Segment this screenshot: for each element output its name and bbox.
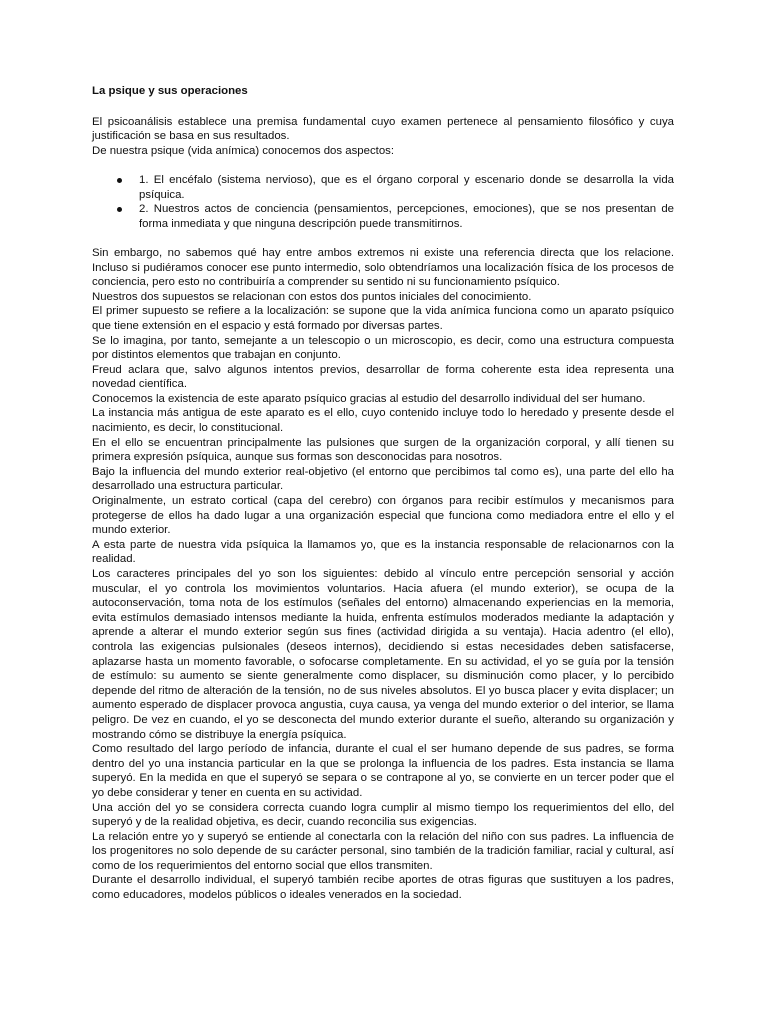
spacer: [92, 231, 674, 246]
intro-paragraph: De nuestra psique (vida anímica) conocemos dos aspectos:: [92, 144, 395, 157]
body-paragraph: Una acción del yo se considera correcta cuando logra cumplir al mismo tiempo los requerimientos del ello, del superyó y de la realidad objetiva, es decir, cuando reconcilia sus exigencias.: [92, 801, 674, 829]
body-paragraph: Durante el desarrollo individual, el superyó también recibe aportes de otras figuras que sustituyen a los padres, como educadores, modelos públicos o ideales venerados en la sociedad.: [92, 874, 674, 902]
body-paragraph: Sin embargo, no sabemos qué hay entre ambos extremos ni existe una referencia directa que los relacione. Incluso si pudiéramos conocer ese punto intermedio, solo obtendríamos una localización física de los procesos de conciencia, pero esto no contribuiría a comprender su sentido ni su funcionamiento psíquico.: [92, 246, 674, 289]
body-paragraph: Bajo la influencia del mundo exterior real-objetivo (el entorno que percibimos tal como es), una parte del ello ha desarrollado una estructura particular.: [92, 465, 674, 493]
body-paragraph: Se lo imagina, por tanto, semejante a un telescopio o un microscopio, es decir, como una estructura compuesta por distintos elementos que trabajan en conjunto.: [92, 334, 674, 362]
body-paragraph: Como resultado del largo período de infancia, durante el cual el ser humano depende de sus padres, se forma dentro del yo una instancia particular en la que se prolonga la influencia de los padres. Esta instancia se llama superyó. En la medida en que el superyó se separa o se contrapone al yo, se convierte en un tercer poder que el yo debe considerar y tener en cuenta en su actividad.: [92, 743, 674, 799]
body-paragraph: El primer supuesto se refiere a la localización: se supone que la vida anímica funciona como un aparato psíquico que tiene extensión en el espacio y está formado por diversas partes.: [92, 305, 674, 332]
document-page: [92, 84, 674, 903]
intro-paragraph: El psicoanálisis establece una premisa fundamental cuyo examen pertenece al pensamiento filosófico y cuya justificación se basa en sus resultados.: [92, 115, 674, 143]
body-paragraph: La instancia más antigua de este aparato es el ello, cuyo contenido incluye todo lo heredado y presente desde el nacimiento, es decir, lo constitucional.: [92, 407, 674, 435]
body-paragraph: Los caracteres principales del yo son los siguientes: debido al vínculo entre percepción sensorial y acción muscular, el yo controla los movimientos voluntarios. Hacia afuera (el mundo exterior), se ocupa de la autoconservación, toma nota de los estímulos (señales del entorno) almacenando experiencias en la memoria, evita estímulos demasiado intensos mediante la huida, enfrenta estímulos moderados mediante la adaptación y aprende a alterar el mundo exterior según sus fines (actividad dirigida a su ventaja). Hacia adentro (el ello), controla las exigencias pulsionales (deseos internos), decidiendo si estas necesidades deben satisfacerse, aplazarse hasta un momento favorable, o sofocarse completamente. En su actividad, el yo se guía por la tensión de estímulo: su aumento se siente generalmente como displacer, su disminución como placer, y lo percibido depende del ritmo de alteración de la tensión, no de sus niveles absolutos. El yo busca placer y evita displacer; un aumento esperado de displacer provoca angustia, cuya causa, ya venga del mundo exterior o del interior, se llama peligro. De vez en cuando, el yo se desconecta del mundo exterior durante el sueño, alterando su organización y mostrando cómo se distribuye la energía psíquica.: [92, 568, 674, 741]
document-title: La psique y sus operaciones: [92, 85, 248, 97]
body-paragraph: Conocemos la existencia de este aparato psíquico gracias al estudio del desarrollo individual del ser humano.: [92, 392, 646, 405]
bullet-item: 1. El encéfalo (sistema nervioso), que es el órgano corporal y escenario donde se desarrolla la vida psíquica.: [92, 173, 674, 202]
body-paragraph: En el ello se encuentran principalmente las pulsiones que surgen de la organización corporal, y allí tienen su primera expresión psíquica, aunque sus formas son desconocidas para nosotros.: [92, 436, 674, 464]
body-paragraph: Originalmente, un estrato cortical (capa del cerebro) con órganos para recibir estímulos y mecanismos para protegerse de ellos ha dado lugar a una organización especial que funciona como mediadora entre el ello y el mundo exterior.: [92, 495, 674, 537]
body-paragraph: La relación entre yo y superyó se entiende al conectarla con la relación del niño con sus padres. La influencia de los progenitores no solo depende de su carácter personal, sino también de la tradición familiar, racial y cultural, así como de los requerimientos del entorno social que ellos transmiten.: [92, 830, 674, 872]
spacer: [92, 158, 674, 173]
body-paragraph: Freud aclara que, salvo algunos intentos previos, desarrollar de forma coherente esta idea representa una novedad científica.: [92, 363, 674, 391]
bullet-item: 2. Nuestros actos de conciencia (pensamientos, percepciones, emociones), que se nos presentan de forma inmediata y que ninguna descripción puede transmitirnos.: [92, 202, 674, 231]
body-paragraph: A esta parte de nuestra vida psíquica la llamamos yo, que es la instancia responsable de relacionarnos con la realidad.: [92, 538, 674, 566]
body-paragraph: Nuestros dos supuestos se relacionan con estos dos puntos iniciales del conocimiento.: [92, 290, 532, 303]
bullet-list: [92, 173, 674, 231]
